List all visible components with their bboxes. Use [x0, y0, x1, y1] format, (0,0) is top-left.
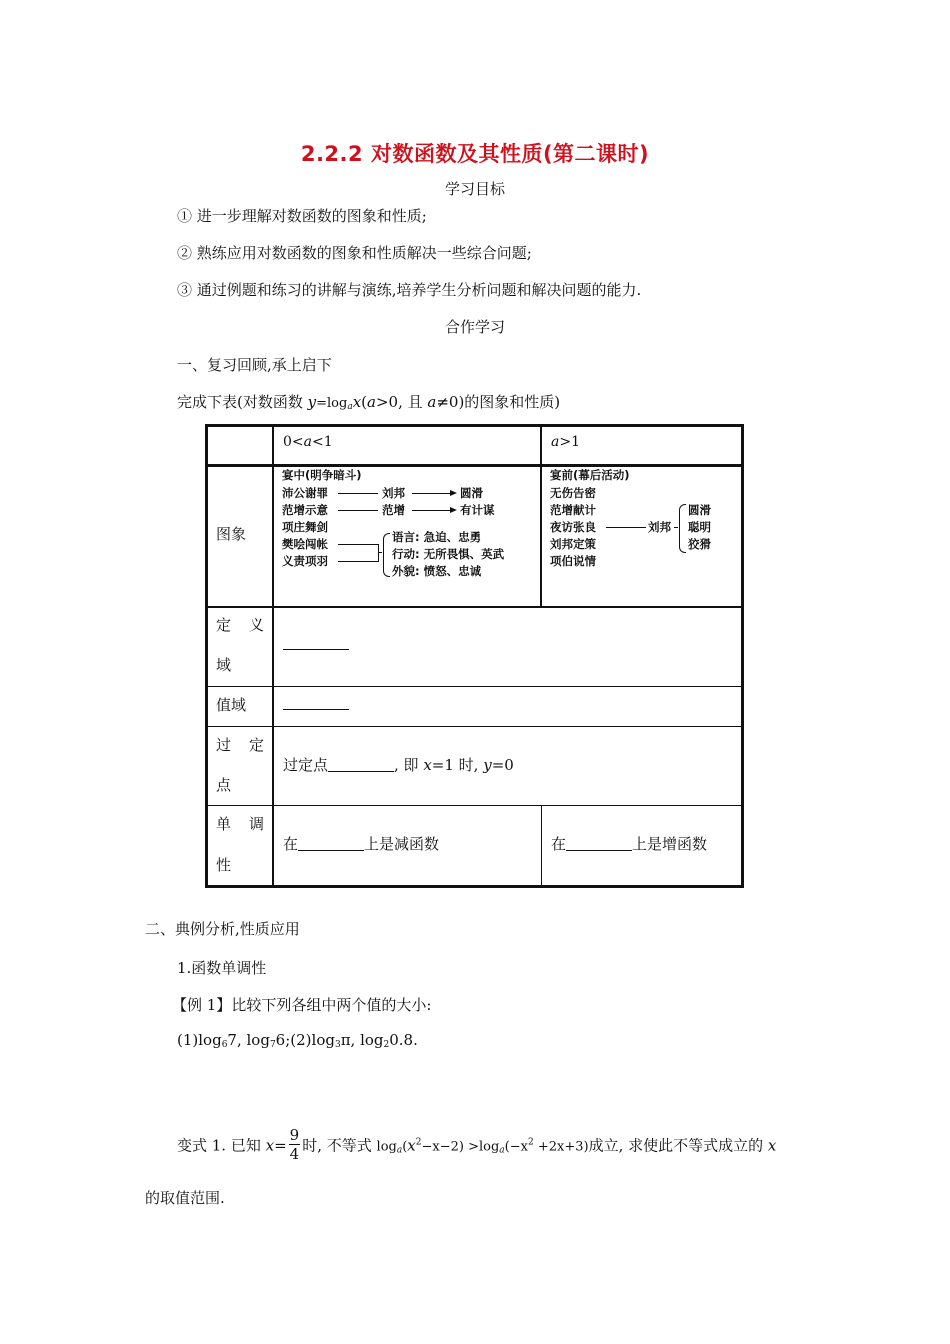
diagram-right-row: 刘邦定策 [550, 537, 596, 551]
fixed-point-text: 过定点 , 即 x=1 时, y=0 [283, 756, 514, 774]
subsection-heading: 1.函数单调性 [177, 959, 267, 977]
brace-icon [383, 533, 390, 577]
part1-heading: 一、复习回顾,承上启下 [177, 356, 332, 374]
row-label-domain-2: 义 [249, 616, 265, 634]
mono-left-text: 在 上是减函数 [283, 835, 440, 853]
row-label-mono-3: 性 [216, 856, 232, 874]
arrow-icon [450, 490, 457, 496]
row-label-fixed-1: 过 [216, 736, 232, 754]
diagram-left-mid: 范增 [382, 503, 405, 517]
diagram-left-trait: 行动: 无所畏惧、英武 [392, 547, 505, 561]
diagram-left-row: 沛公谢罪 [282, 486, 328, 500]
variant-1: 变式 1. 已知 x= $\frac{9}{4}$ 时, 不等式 $\log_a(x^2-x-2) >\log_a(-x^2 +2x+3)$成立, 求使此不等式成立的 x [177, 1126, 777, 1163]
diagram-right-title: 宴前(幕后活动) [550, 468, 630, 482]
row-label-mono-1: 单 [216, 815, 232, 833]
diagram-left-right: 有计谋 [460, 503, 495, 517]
goal-item: ③ 通过例题和练习的讲解与演练,培养学生分析问题和解决问题的能力. [177, 281, 642, 299]
diagram-left-row: 樊哙闯帐 [282, 537, 328, 551]
goal-item: ② 熟练应用对数函数的图象和性质解决一些综合问题; [177, 244, 532, 262]
range-blank [283, 694, 349, 712]
diagram-left-title: 宴中(明争暗斗) [282, 468, 362, 482]
diagram-left-row: 义责项羽 [282, 554, 328, 568]
diagram-left-right: 圆滑 [460, 486, 483, 500]
diagram-left-trait: 语言: 急迫、忠勇 [392, 530, 482, 544]
table-intro: 完成下表(对数函数 $y=\log_ax(a>0$, 且 a≠0)的图象和性质) [177, 393, 561, 412]
row-label-fixed-3: 点 [216, 776, 232, 794]
diagram-right-row: 范增献计 [550, 503, 596, 517]
diagram-right-row: 无伤告密 [550, 486, 596, 500]
variant-1-line2: 的取值范围. [145, 1189, 225, 1207]
diagram-left-mid: 刘邦 [382, 486, 405, 500]
header-col2: a>1 [551, 434, 580, 450]
diagram-right-mid: 刘邦 [648, 520, 671, 534]
row-label-domain-1: 定 [216, 616, 232, 634]
fraction: $\frac{9}{4}$ [289, 1126, 300, 1163]
example-1: 【例 1】比较下列各组中两个值的大小: [172, 996, 432, 1014]
diagram-right-row: 夜访张良 [550, 520, 596, 534]
diagram-left-row: 范增示意 [282, 503, 328, 517]
diagram-right-trait: 狡猾 [688, 537, 711, 551]
row-label-domain-3: 域 [216, 656, 232, 674]
diagram-right-trait: 聪明 [688, 520, 711, 534]
row-label-graph: 图象 [216, 525, 247, 543]
part2-heading: 二、典例分析,性质应用 [145, 920, 300, 938]
arrow-icon [450, 507, 457, 513]
section-coop-heading: 合作学习 [444, 318, 505, 336]
goal-item: ① 进一步理解对数函数的图象和性质; [177, 207, 427, 225]
mono-right-text: 在 上是增函数 [551, 835, 708, 853]
diagram-left [282, 469, 540, 581]
diagram-right-row: 项伯说情 [550, 554, 596, 568]
diagram-left-row: 项庄舞剑 [282, 520, 328, 534]
diagram-right [550, 469, 740, 581]
diagram-left-trait: 外貌: 愤怒、忠诚 [392, 564, 482, 578]
diagram-right-trait: 圆滑 [688, 503, 711, 517]
row-label-mono-2: 调 [249, 815, 265, 833]
example-1-items: $(1)\log_67$, $\log_76;(2)\log_3\pi$, $\log_20.8$. [177, 1031, 418, 1050]
brace-icon [679, 504, 686, 553]
page-title: 2.2.2 对数函数及其性质(第二课时) [300, 142, 650, 166]
header-col1: 0<a<1 [283, 434, 333, 450]
domain-blank [283, 634, 349, 652]
section-goals-heading: 学习目标 [444, 180, 505, 198]
row-label-range: 值域 [216, 696, 247, 714]
row-label-fixed-2: 定 [249, 736, 265, 754]
